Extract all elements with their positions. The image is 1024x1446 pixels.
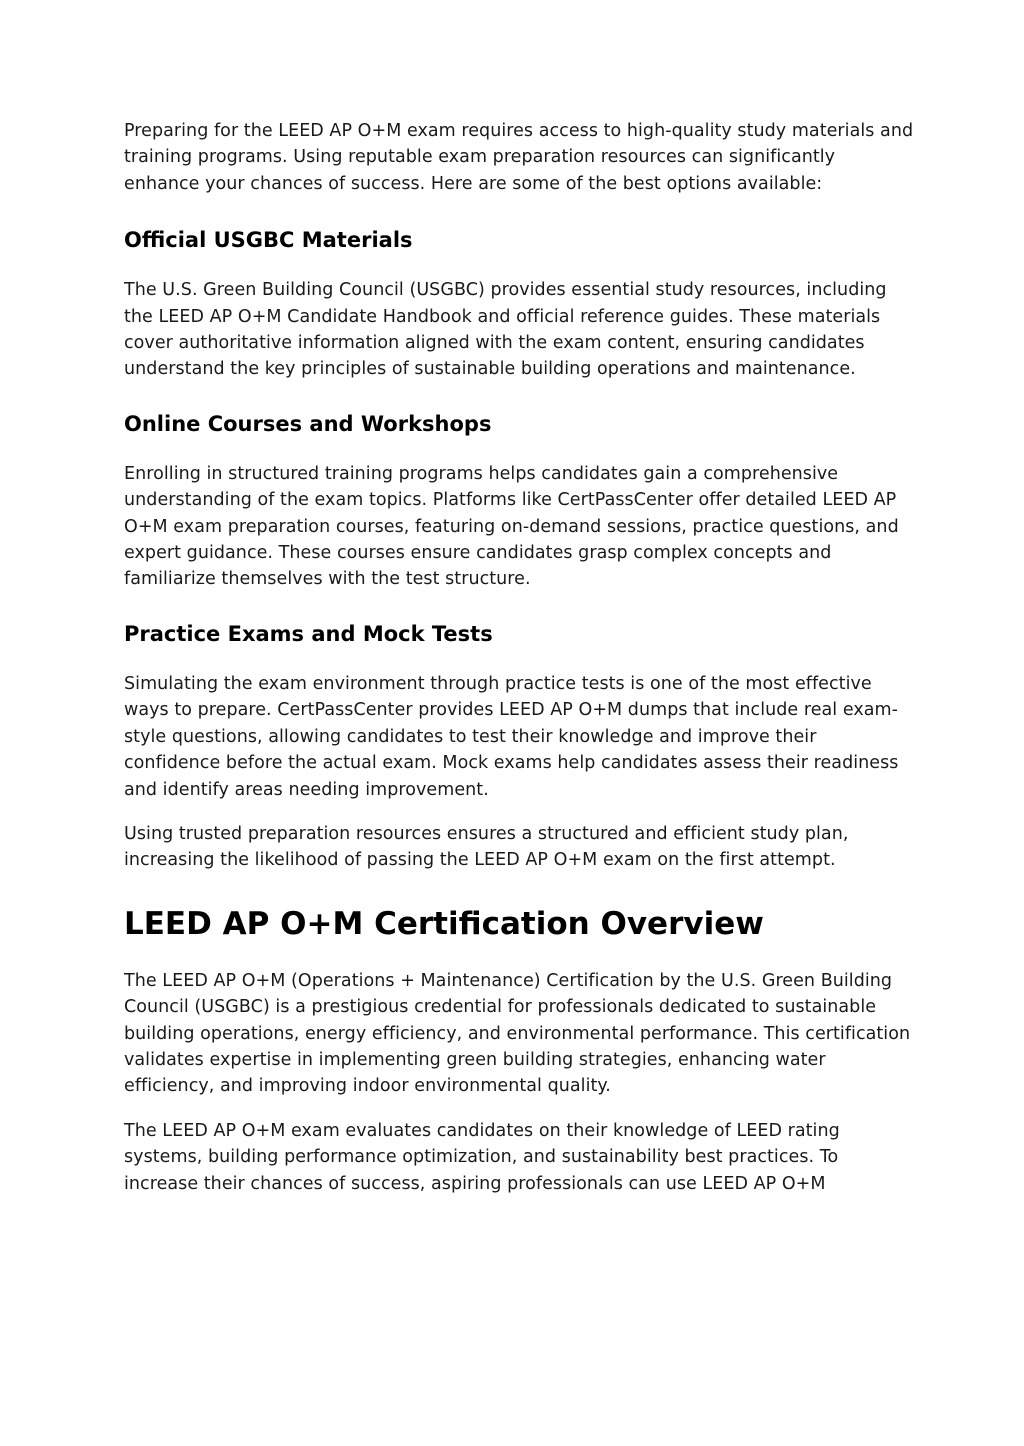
section-body-official-usgbc: The U.S. Green Building Council (USGBC) provides essential study resources, including the LEED AP O+M Candidate Handbook and official reference guides. These materials cover authoritative information aligned with the exam content, ensuring candidates understand the key principles of sustainable building operations and maintenance. — [124, 280, 887, 380]
section-body-online-courses: Enrolling in structured training programs helps candidates gain a comprehensive understanding of the exam topics. Platforms like CertPassCenter offer detailed LEED AP O+M exam preparation courses, featuring on-demand sessions, practice questions, and expert guidance. These courses ensure candidates grasp complex concepts and familiarize themselves with the test structure. — [124, 463, 899, 590]
overview-paragraph: The LEED AP O+M (Operations + Maintenance) Certification by the U.S. Green Building Council (USGBC) is a prestigious credential for professionals dedicated to sustainable building operations, energy efficiency, and environmental performance. This certification validates expertise in implementing green building strategies, enhancing water efficiency, and improving indoor environmental quality. — [124, 970, 911, 1097]
section-body-practice-exams: Simulating the exam environment through practice tests is one of the most effective ways to prepare. CertPassCenter provides LEED AP O+M dumps that include real exam-style questions, allowing candidates to test their knowledge and improve their confidence before the actual exam. Mock exams help candidates assess their readiness and identify areas needing improvement. — [124, 673, 899, 800]
overview-heading: LEED AP O+M Certification Overview — [124, 905, 764, 942]
section-heading-official-usgbc: Official USGBC Materials — [124, 228, 413, 253]
overview-paragraph: The LEED AP O+M exam evaluates candidates on their knowledge of LEED rating systems, building performance optimization, and sustainability best practices. To increase their chances of success, aspiring professionals can use LEED AP O+M — [124, 1120, 840, 1194]
document-page — [124, 118, 914, 1215]
intro-paragraph: Preparing for the LEED AP O+M exam requires access to high-quality study materials and training programs. Using reputable exam preparation resources can significantly enhance your chances of success. Here are some of the best options available: — [124, 121, 914, 194]
section-heading-online-courses: Online Courses and Workshops — [124, 411, 492, 436]
section-heading-practice-exams: Practice Exams and Mock Tests — [124, 621, 493, 646]
closing-paragraph: Using trusted preparation resources ensures a structured and efficient study plan, increasing the likelihood of passing the LEED AP O+M exam on the first attempt. — [124, 823, 849, 871]
